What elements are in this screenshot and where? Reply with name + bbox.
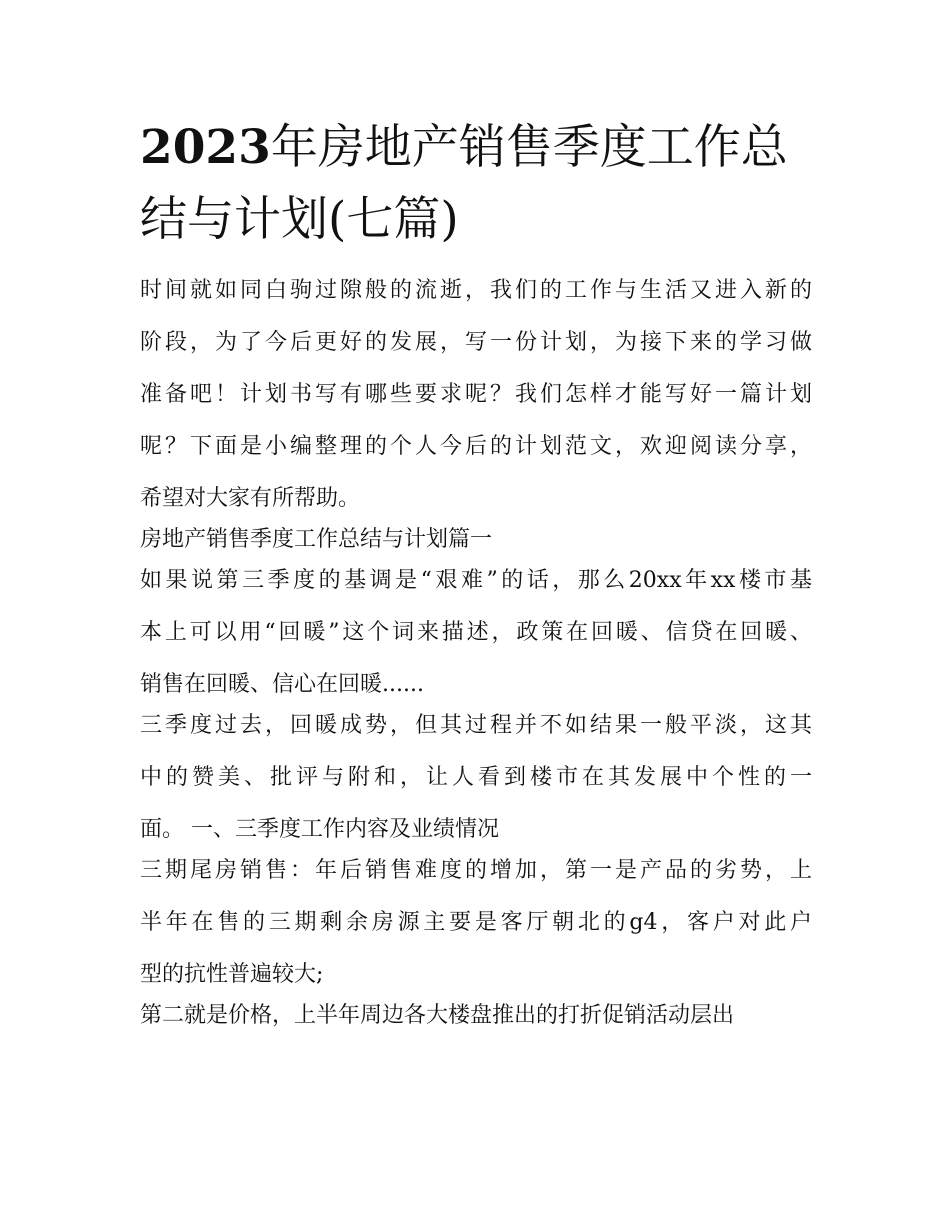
paragraph <box>140 562 812 707</box>
document-page <box>140 112 812 1049</box>
section-heading <box>140 521 812 562</box>
text-line: 面。 一、三季度工作内容及业绩情况 <box>140 817 499 842</box>
title-year: 2023 <box>140 120 271 175</box>
text-line: 时间就如同白驹过隙般的流逝，我们的工作与生活又进入新的 <box>140 278 812 303</box>
text-line: 半年在售的三期剩余房源主要是客厅朝北的g4，客户对此户 <box>140 910 812 935</box>
text-line: 房地产销售季度工作总结与计划篇一 <box>140 527 493 552</box>
text-line: 如果说第三季度的基调是“艰难”的话，那么20xx年xx楼市基 <box>140 568 812 593</box>
text-line: 本上可以用“回暖”这个词来描述，政策在回暖、信贷在回暖、 <box>140 620 812 645</box>
title-line-2: 结与计划(七篇) <box>140 192 459 247</box>
text-line: 中的赞美、批评与附和，让人看到楼市在其发展中个性的一 <box>140 765 812 790</box>
document-body <box>140 272 812 1049</box>
paragraph <box>140 707 812 852</box>
paragraph <box>140 997 812 1049</box>
text-line: 三期尾房销售：年后销售难度的增加，第一是产品的劣势，上 <box>140 858 812 883</box>
paragraph-intro <box>140 272 812 521</box>
text-line: 型的抗性普遍较大; <box>140 962 324 987</box>
document-title <box>140 112 812 256</box>
text-line: 准备吧！计划书写有哪些要求呢？我们怎样才能写好一篇计划 <box>140 382 812 407</box>
text-line: 三季度过去，回暖成势，但其过程并不如结果一般平淡，这其 <box>140 713 812 738</box>
text-line: 呢？下面是小编整理的个人今后的计划范文，欢迎阅读分享， <box>140 434 812 459</box>
text-line: 希望对大家有所帮助。 <box>140 486 361 511</box>
title-line-1-text: 年房地产销售季度工作总 <box>270 120 788 175</box>
title-line-1 <box>140 112 812 184</box>
text-line: 销售在回暖、信心在回暖...... <box>140 672 424 697</box>
text-line: 阶段，为了今后更好的发展，写一份计划，为接下来的学习做 <box>140 330 812 355</box>
text-line: 第二就是价格，上半年周边各大楼盘推出的打折促销活动层出 <box>140 1003 735 1028</box>
paragraph <box>140 852 812 997</box>
